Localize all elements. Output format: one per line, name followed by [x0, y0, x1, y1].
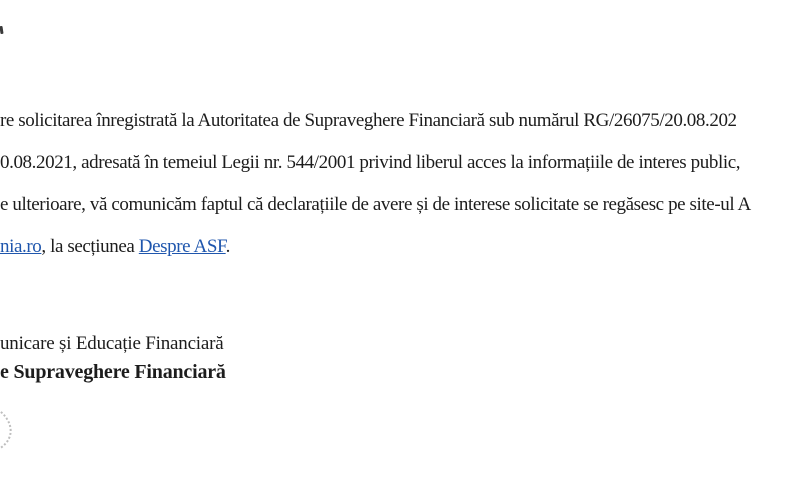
despre-asf-link[interactable]: Despre ASF	[138, 236, 226, 257]
line4-period: .	[225, 236, 231, 257]
cut-text-fragment	[0, 26, 4, 34]
signature-authority: e Supraveghere Financiară	[0, 361, 226, 383]
stamp-fragment	[0, 392, 16, 461]
body-line-4	[0, 236, 230, 258]
line4-middle-text: , la secțiunea	[41, 236, 139, 257]
body-line-2: 0.08.2021, adresată în temeiul Legii nr. 544/2001 privind liberul acces la informațiile de interes public,	[0, 152, 741, 173]
signature-department: unicare și Educație Financiară	[0, 333, 224, 354]
body-line-3: e ulterioare, vă comunicăm faptul că declarațiile de avere și de interese solicitate se regăsesc pe site-ul A	[0, 194, 751, 215]
asfromania-link[interactable]: nia.ro	[0, 236, 42, 257]
body-line-1: re solicitarea înregistrată la Autoritatea de Supraveghere Financiară sub numărul RG/26075/20.08.202	[0, 110, 737, 131]
